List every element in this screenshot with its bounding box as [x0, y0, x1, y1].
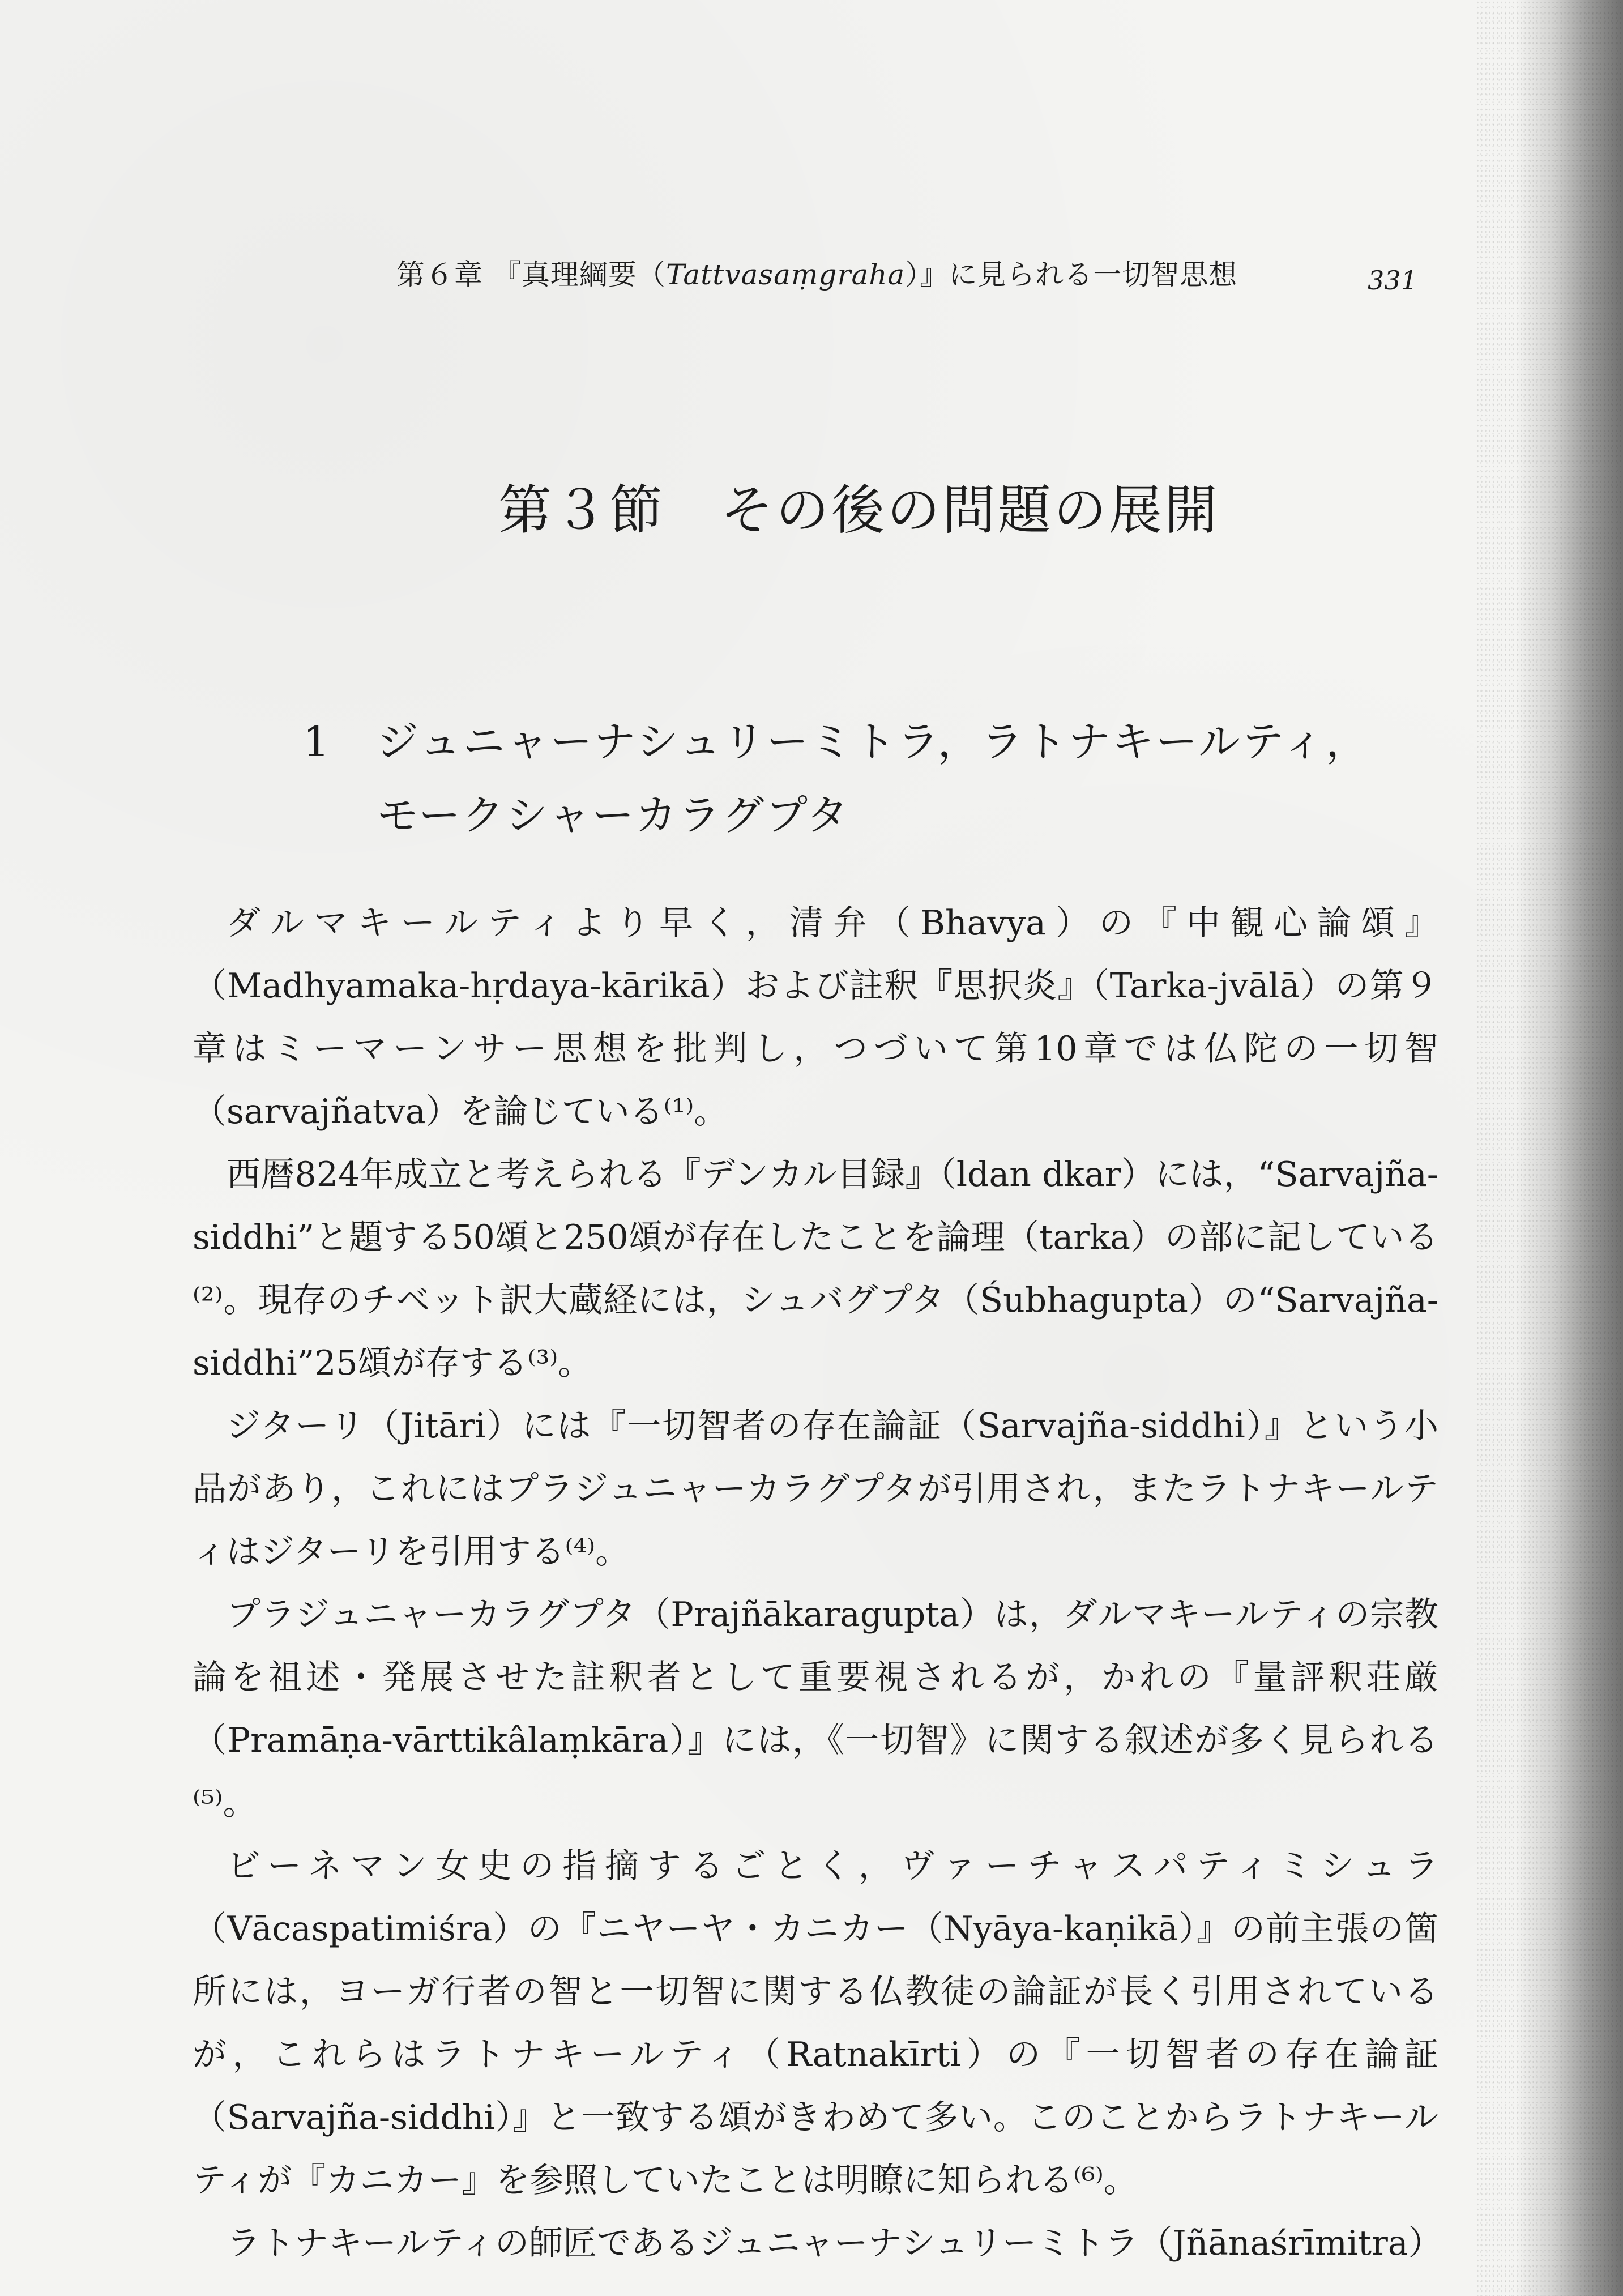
paragraph: プラジュニャーカラグプタ（Prajñākaragupta）は，ダルマキールティの宗教論を祖述・発展させた註釈者として重要視されるが，かれの『量評釈荘厳（Pramāṇa-vārttikâlaṃkāra）』には，《一切智》に関する叙述が多く見られる⁽⁵⁾。 [193, 1595, 1438, 1823]
running-head-italic: Tattvasaṃgraha [665, 258, 906, 291]
section-title: 第３節 その後の問題の展開 [498, 480, 1220, 541]
running-head-suffix: ）』に見られる一切智思想 [905, 258, 1238, 291]
subheading-line1-text: ジュニャーナシュリーミトラ，ラトナキールティ， [377, 718, 1370, 766]
subheading-line-1 [303, 705, 1369, 779]
body-text [193, 892, 1442, 2275]
page-number: 331 [1368, 265, 1417, 296]
running-head [396, 252, 1237, 293]
paragraph: 西暦824年成立と考えられる『デンカル目録』（ldan dkar）には，“Sarvajña-siddhi”と題する50頌と250頌が存在したことを論理（tarka）の部に記している⁽²⁾。現存のチベット訳大蔵経には，シュバグプタ（Śubhagupta）の“Sarvajña-siddhi”25頌が存する⁽³⁾。 [193, 1155, 1438, 1383]
running-head-prefix: 第６章 『真理綱要（ [396, 258, 666, 291]
subheading-number: 1 [303, 718, 332, 766]
subheading-line-2: モークシャーカラグプタ [377, 791, 850, 840]
paragraph: ジターリ（Jitāri）には『一切智者の存在論証（Sarvajña-siddhi）』という小品があり，これにはプラジュニャーカラグプタが引用され，またラトナキールティはジターリを引用する⁽⁴⁾。 [193, 1406, 1438, 1572]
subheading [303, 705, 1369, 852]
paragraph: ラトナキールティの師匠であるジュニャーナシュリーミトラ（Jñānaśrīmitra） [227, 2224, 1442, 2263]
page-edge-shadow [1515, 0, 1623, 2296]
paragraph: ビーネマン女史の指摘するごとく，ヴァーチャスパティミシュラ（Vācaspatimiśra）の『ニヤーヤ・カニカー（Nyāya-kaṇikā）』の前主張の箇所には，ヨーガ行者の智と一切智に関する仏教徒の論証が長く引用されているが，これらはラトナキールティ（Ratnakīrti）の『一切智者の存在論証（Sarvajña-siddhi）』と一致する頌がきわめて多い。このことからラトナキールティが『カニカー』を参照していたことは明瞭に知られる⁽⁶⁾。 [193, 1846, 1438, 2200]
paragraph: ダルマキールティより早く，清弁（Bhavya）の『中観心論頌』（Madhyamaka-hṛdaya-kārikā）および註釈『思択炎』（Tarka-jvālā）の第９章はミーマーンサー思想を批判し，つづいて第10章では仏陀の一切智（sarvajñatva）を論じている⁽¹⁾。 [193, 903, 1438, 1132]
